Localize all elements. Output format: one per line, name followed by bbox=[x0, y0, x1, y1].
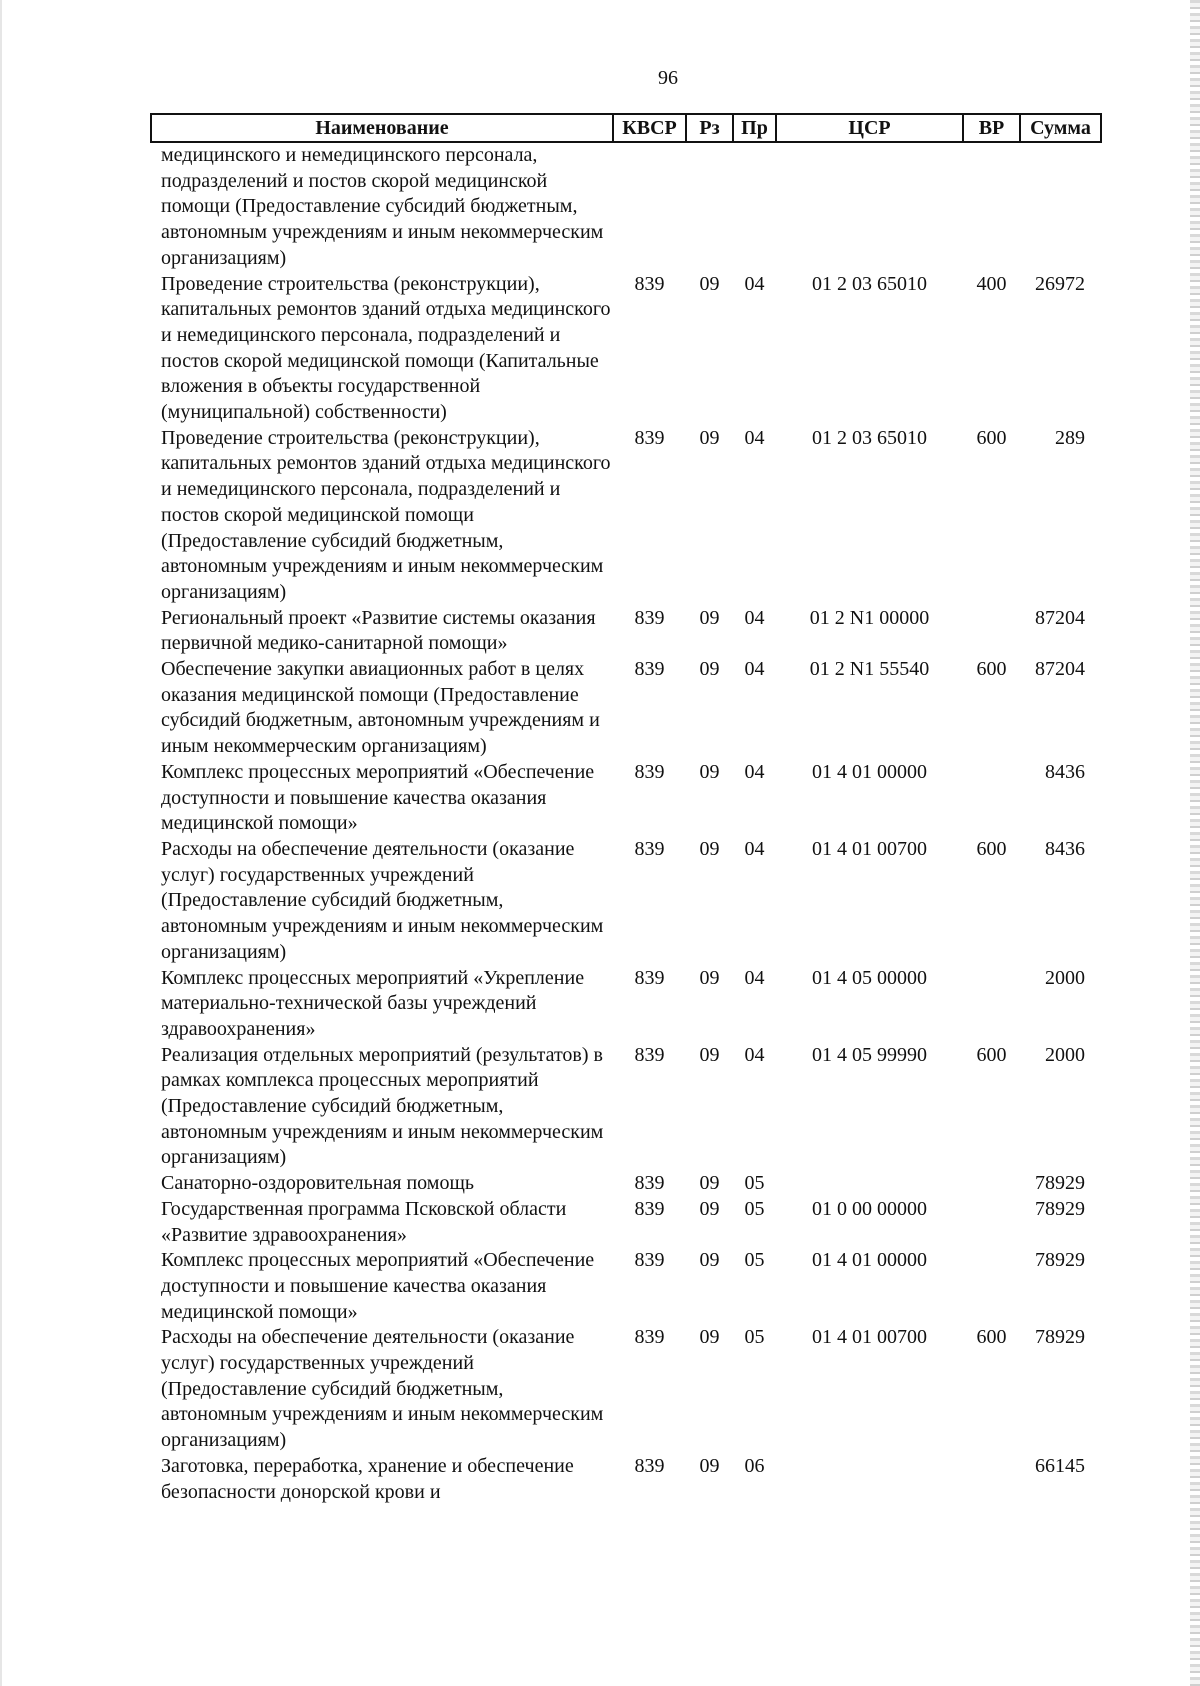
cell-csr: 01 2 N1 55540 bbox=[809, 658, 930, 681]
cell-vr: 600 bbox=[976, 426, 1007, 449]
cell-name: Реализация отдельных мероприятий (результатов) в рамках комплекса процессных мероприятий (Предоставление субсидий бюджетным, автономным учреждениям и иным некоммерческим организациям) bbox=[161, 1043, 604, 1169]
cell-vr bbox=[963, 606, 1020, 657]
header-pr: Пр bbox=[733, 114, 776, 142]
header-kvsr: КВСР bbox=[613, 114, 686, 142]
cell-name: Расходы на обеспечение деятельности (оказание услуг) государственных учреждений (Предоставление субсидий бюджетным, автономным учреждениям и иным некоммерческим организациям) bbox=[161, 1326, 604, 1452]
cell-sum: 87204 bbox=[1035, 606, 1085, 629]
cell-rz: 09 bbox=[699, 1043, 720, 1066]
cell-pr: 04 bbox=[744, 606, 765, 629]
cell-vr: 600 bbox=[976, 658, 1007, 681]
cell-sum: 8436 bbox=[1045, 837, 1085, 860]
cell-rz: 09 bbox=[699, 1172, 720, 1195]
cell-vr bbox=[963, 1197, 1020, 1248]
cell-sum: 66145 bbox=[1035, 1454, 1085, 1477]
cell-pr: 04 bbox=[744, 760, 765, 783]
table-body bbox=[151, 142, 1101, 1505]
cell-vr: 400 bbox=[976, 272, 1007, 295]
table-row bbox=[151, 1197, 1101, 1248]
cell-rz: 09 bbox=[699, 1249, 720, 1272]
cell-csr: 01 4 01 00000 bbox=[812, 1249, 927, 1272]
table-row bbox=[151, 837, 1101, 966]
cell-sum: 2000 bbox=[1045, 1043, 1085, 1066]
cell-name: Проведение строительства (реконструкции), капитальных ремонтов зданий отдыха медицинского и немедицинского персонала, подразделений и постов скорой медицинской помощи (Капитальные вложения в объекты государственной (муниципальной) собственности) bbox=[161, 272, 611, 424]
header-rz: Рз bbox=[686, 114, 733, 142]
cell-csr: 01 2 03 65010 bbox=[812, 272, 927, 295]
cell-rz: 09 bbox=[699, 426, 720, 449]
cell-csr: 01 2 03 65010 bbox=[812, 426, 927, 449]
cell-csr: 01 4 05 00000 bbox=[812, 966, 927, 989]
cell-kvsr: 839 bbox=[634, 837, 665, 860]
cell-vr bbox=[963, 1248, 1020, 1325]
cell-rz: 09 bbox=[699, 606, 720, 629]
cell-name: Проведение строительства (реконструкции), капитальных ремонтов зданий отдыха медицинского и немедицинского персонала, подразделений и постов скорой медицинской помощи (Предоставление субсидий бюджетным, автономным учреждениям и иным некоммерческим организациям) bbox=[161, 426, 611, 603]
cell-rz: 09 bbox=[699, 966, 720, 989]
table-row bbox=[151, 1171, 1101, 1197]
cell-kvsr: 839 bbox=[634, 272, 665, 295]
scan-edge-left bbox=[0, 0, 2, 1686]
table-row bbox=[151, 1454, 1101, 1505]
cell-pr: 04 bbox=[744, 426, 765, 449]
cell-pr: 06 bbox=[744, 1454, 765, 1477]
table-row bbox=[151, 657, 1101, 760]
cell-name: Заготовка, переработка, хранение и обеспечение безопасности донорской крови и bbox=[161, 1454, 574, 1503]
cell-vr: 600 bbox=[976, 1043, 1007, 1066]
page-number: 96 bbox=[658, 67, 678, 89]
cell-vr bbox=[963, 760, 1020, 837]
cell-pr: 05 bbox=[744, 1172, 765, 1195]
cell-csr: 01 4 05 99990 bbox=[812, 1043, 927, 1066]
cell-sum: 78929 bbox=[1035, 1172, 1085, 1195]
cell-sum: 78929 bbox=[1035, 1326, 1085, 1349]
cell-sum: 78929 bbox=[1035, 1249, 1085, 1272]
table-row bbox=[151, 1043, 1101, 1172]
cell-vr bbox=[963, 1454, 1020, 1505]
header-csr: ЦСР bbox=[776, 114, 963, 142]
cell-kvsr: 839 bbox=[634, 1249, 665, 1272]
cell-rz: 09 bbox=[699, 1326, 720, 1349]
cell-kvsr: 839 bbox=[634, 966, 665, 989]
header-sum: Сумма bbox=[1020, 114, 1101, 142]
scan-edge-right bbox=[1190, 0, 1200, 1686]
header-name: Наименование bbox=[151, 114, 613, 142]
cell-kvsr: 839 bbox=[634, 606, 665, 629]
cell-rz: 09 bbox=[699, 760, 720, 783]
cell-vr: 600 bbox=[976, 837, 1007, 860]
cell-name: Санаторно-оздоровительная помощь bbox=[161, 1172, 474, 1195]
cell-rz bbox=[686, 142, 733, 272]
cell-pr: 04 bbox=[744, 272, 765, 295]
cell-kvsr: 839 bbox=[634, 1454, 665, 1477]
cell-kvsr: 839 bbox=[634, 426, 665, 449]
cell-pr: 05 bbox=[744, 1249, 765, 1272]
cell-name: Расходы на обеспечение деятельности (оказание услуг) государственных учреждений (Предоставление субсидий бюджетным, автономным учреждениям и иным некоммерческим организациям) bbox=[161, 837, 604, 963]
cell-pr: 04 bbox=[744, 658, 765, 681]
cell-rz: 09 bbox=[699, 837, 720, 860]
table-row bbox=[151, 966, 1101, 1043]
cell-pr: 04 bbox=[744, 1043, 765, 1066]
cell-rz: 09 bbox=[699, 658, 720, 681]
table-row bbox=[151, 606, 1101, 657]
cell-csr bbox=[776, 142, 963, 272]
cell-sum: 26972 bbox=[1035, 272, 1085, 295]
cell-pr: 04 bbox=[744, 966, 765, 989]
cell-sum: 2000 bbox=[1045, 966, 1085, 989]
cell-rz: 09 bbox=[699, 1197, 720, 1220]
cell-pr: 05 bbox=[744, 1326, 765, 1349]
cell-sum: 289 bbox=[1055, 426, 1085, 449]
cell-sum: 78929 bbox=[1035, 1197, 1085, 1220]
cell-rz: 09 bbox=[699, 1454, 720, 1477]
cell-name: Обеспечение закупки авиационных работ в целях оказания медицинской помощи (Предоставление субсидий бюджетным, автономным учреждениям и иным некоммерческим организациям) bbox=[161, 658, 600, 758]
cell-sum: 87204 bbox=[1035, 658, 1085, 681]
cell-csr: 01 4 01 00700 bbox=[812, 837, 927, 860]
cell-name: медицинского и немедицинского персонала, подразделений и постов скорой медицинской помощи (Предоставление субсидий бюджетным, автономным учреждениям и иным некоммерческим организациям) bbox=[161, 144, 604, 269]
cell-kvsr bbox=[613, 142, 686, 272]
cell-csr: 01 4 01 00700 bbox=[812, 1326, 927, 1349]
table-row bbox=[151, 760, 1101, 837]
cell-rz: 09 bbox=[699, 272, 720, 295]
cell-sum bbox=[1020, 142, 1101, 272]
cell-kvsr: 839 bbox=[634, 658, 665, 681]
table-row bbox=[151, 1248, 1101, 1325]
cell-csr: 01 0 00 00000 bbox=[812, 1197, 927, 1220]
cell-csr bbox=[776, 1171, 963, 1197]
cell-name: Комплекс процессных мероприятий «Обеспечение доступности и повышение качества оказания медицинской помощи» bbox=[161, 1249, 595, 1323]
cell-kvsr: 839 bbox=[634, 760, 665, 783]
cell-vr bbox=[963, 1171, 1020, 1197]
cell-pr: 04 bbox=[744, 837, 765, 860]
table-row bbox=[151, 142, 1101, 272]
table-row bbox=[151, 272, 1101, 426]
cell-pr bbox=[733, 142, 776, 272]
table-row bbox=[151, 1325, 1101, 1454]
cell-kvsr: 839 bbox=[634, 1172, 665, 1195]
table-header bbox=[151, 114, 1101, 142]
cell-sum: 8436 bbox=[1045, 760, 1085, 783]
header-vr: ВР bbox=[963, 114, 1020, 142]
cell-kvsr: 839 bbox=[634, 1043, 665, 1066]
cell-vr bbox=[963, 966, 1020, 1043]
cell-vr bbox=[963, 142, 1020, 272]
budget-table bbox=[150, 113, 1102, 1505]
cell-kvsr: 839 bbox=[634, 1197, 665, 1220]
cell-name: Региональный проект «Развитие системы оказания первичной медико-санитарной помощи» bbox=[161, 606, 596, 655]
cell-pr: 05 bbox=[744, 1197, 765, 1220]
cell-csr bbox=[776, 1454, 963, 1505]
cell-name: Комплекс процессных мероприятий «Обеспечение доступности и повышение качества оказания медицинской помощи» bbox=[161, 760, 595, 835]
cell-csr: 01 4 01 00000 bbox=[812, 760, 927, 783]
cell-csr: 01 2 N1 00000 bbox=[809, 606, 930, 629]
cell-name: Государственная программа Псковской области «Развитие здравоохранения» bbox=[161, 1197, 567, 1246]
cell-name: Комплекс процессных мероприятий «Укрепление материально-технической базы учреждений здравоохранения» bbox=[161, 966, 585, 1040]
cell-kvsr: 839 bbox=[634, 1326, 665, 1349]
table-row bbox=[151, 426, 1101, 606]
cell-vr: 600 bbox=[976, 1326, 1007, 1349]
